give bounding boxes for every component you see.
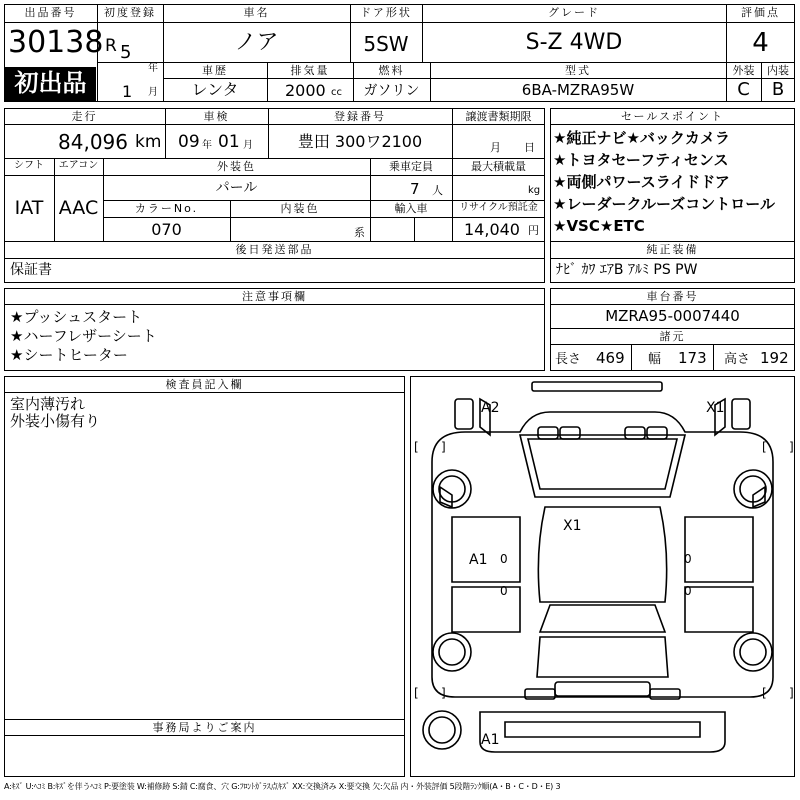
load-label: 最大積載量 [471, 160, 526, 173]
import-label: 輸入車 [394, 202, 428, 215]
equip-label: 純正装備 [646, 243, 699, 256]
lot-number: 30138 [8, 25, 104, 60]
notes-label: 注意事項欄 [242, 290, 307, 303]
load-unit: kg [528, 185, 541, 196]
bracket: ] [441, 440, 446, 454]
displacement: 2000 [285, 81, 326, 100]
shift-label: シフト [14, 160, 44, 171]
height-value: 192 [760, 349, 789, 367]
capacity: 7 [410, 180, 420, 198]
note-item: ★プッシュスタート [10, 308, 143, 326]
sales-point: ★VSC★ETC [553, 217, 645, 235]
capacity-unit: 人 [432, 184, 443, 197]
ext-label: 外装 [732, 64, 755, 77]
sales-point: ★純正ナビ★バックカメラ [553, 129, 730, 147]
interior-color-unit: 系 [354, 226, 365, 239]
history-label: 車歴 [202, 64, 228, 77]
score: 4 [752, 28, 769, 58]
int-label: 内装 [767, 64, 789, 77]
car-name-label: 車名 [243, 6, 270, 19]
zero-mark: 0 [684, 584, 692, 598]
bracket: ] [789, 440, 794, 454]
ac-label: エアコン [58, 160, 99, 171]
displacement-unit: cc [331, 87, 342, 98]
damage-mark: A1 [469, 552, 488, 568]
score-label: 評価点 [741, 6, 780, 19]
month-unit: 月 [148, 87, 158, 98]
note-item: ★ハーフレザーシート [10, 327, 157, 345]
damage-mark: A2 [481, 400, 500, 416]
sales-point: ★トヨタセーフティセンス [553, 151, 729, 169]
bracket: [ [414, 686, 419, 700]
inspector-note: 外装小傷有り [10, 412, 101, 430]
era: R [105, 36, 117, 56]
ac: AAC [58, 197, 99, 219]
damage-mark: X1 [706, 400, 725, 416]
plate-label: 登録番号 [334, 110, 386, 123]
chassis-label: 車台番号 [646, 290, 699, 303]
height-label: 高さ [724, 352, 751, 367]
mileage-unit: km [135, 132, 162, 152]
color-label: 外装色 [217, 160, 256, 173]
width-value: 173 [678, 349, 707, 367]
later-parts: 保証書 [10, 262, 52, 278]
first-listing-label: 初出品 [14, 69, 87, 97]
model-code: 6BA-MZRA95W [521, 81, 635, 99]
year-unit: 年 [148, 63, 158, 74]
zero-mark: 0 [500, 584, 508, 598]
first-reg-label: 初度登録 [104, 6, 156, 19]
inspector-section [4, 376, 405, 777]
grade: S-Z 4WD [525, 30, 623, 55]
bracket: [ [414, 440, 419, 454]
displacement-label: 排気量 [290, 64, 330, 77]
interior-color-label: 内装色 [280, 202, 320, 215]
reg-year: 5 [120, 42, 132, 63]
insp-year-unit: 年 [202, 140, 212, 151]
color-no-label: カラーNo. [134, 202, 199, 215]
capacity-label: 乗車定員 [389, 160, 433, 173]
sales-point: ★両側パワースライドドア [553, 173, 730, 191]
inspector-note: 室内薄汚れ [10, 395, 86, 413]
insp-month: 01 [218, 132, 240, 152]
sales-point: ★レーダークルーズコントロール [553, 195, 775, 213]
history: レンタ [191, 80, 239, 99]
sales-label: セールスポイント [620, 110, 724, 123]
door-label: ドア形状 [360, 6, 412, 19]
length-label: 長さ [555, 352, 582, 367]
legend: A:ｷｽﾞ U:ﾍｺﾐ B:ｷｽﾞを伴うﾍｺﾐ P:要塗装 W:補修跡 S:錆 C:腐食、穴 G:ﾌﾛﾝﾄｶﾞﾗｽ点ｷｽﾞ XX:交換済み X:要交換 欠:欠品 内・外装評価 5段階ﾗﾝｸ順(A・B・C・D・E) 3 [4, 782, 561, 791]
color: パール [215, 180, 258, 196]
chassis-number: MZRA95-0007440 [605, 307, 740, 325]
length-value: 469 [596, 349, 625, 367]
office-label: 事務局よりご案内 [152, 721, 257, 734]
inspection-label: 車検 [203, 110, 230, 123]
ext-grade: C [737, 79, 750, 100]
bracket: [ [762, 440, 767, 454]
damage-mark: A1 [481, 732, 500, 748]
bracket: [ [762, 686, 767, 700]
mileage-label: 走行 [71, 110, 98, 123]
recycle-label: リサイクル預託金 [459, 202, 538, 213]
mileage-value: 84,096 [58, 130, 128, 154]
spec-label: 諸元 [659, 330, 686, 343]
bracket: ] [789, 686, 794, 700]
transfer-label: 譲渡書類期限 [465, 110, 532, 123]
width-label: 幅 [648, 352, 662, 367]
recycle-unit: 円 [528, 224, 539, 237]
color-no: 070 [151, 220, 182, 239]
car-name: ノア [234, 30, 279, 55]
int-grade: B [771, 79, 785, 100]
fuel: ガソリン [363, 83, 420, 99]
car-diagram [410, 377, 795, 778]
plate-number: 豊田 300ワ2100 [297, 132, 423, 151]
insp-year: 09 [178, 132, 200, 152]
note-item: ★シートヒーター [10, 346, 128, 364]
model-label: 型式 [565, 64, 591, 77]
transfer-month-unit: 月 [490, 141, 501, 154]
zero-mark: 0 [684, 552, 692, 566]
inspector-label: 検査員記入欄 [165, 378, 244, 391]
shift: IAT [14, 197, 44, 219]
lot-label: 出品番号 [24, 6, 77, 19]
door-type: 5SW [363, 32, 409, 56]
fuel-label: 燃料 [378, 64, 405, 77]
bracket: ] [441, 686, 446, 700]
equip: ﾅﾋﾞ ｶﾜ ｴｱB ｱﾙﾐ PS PW [556, 262, 698, 278]
later-parts-label: 後日発送部品 [235, 243, 314, 256]
transfer-day-unit: 日 [524, 141, 535, 154]
reg-month: 1 [122, 82, 133, 101]
insp-month-unit: 月 [243, 140, 253, 151]
grade-label: グレード [548, 6, 600, 19]
zero-mark: 0 [500, 552, 508, 566]
damage-mark: X1 [563, 518, 582, 534]
recycle-value: 14,040 [464, 220, 520, 239]
